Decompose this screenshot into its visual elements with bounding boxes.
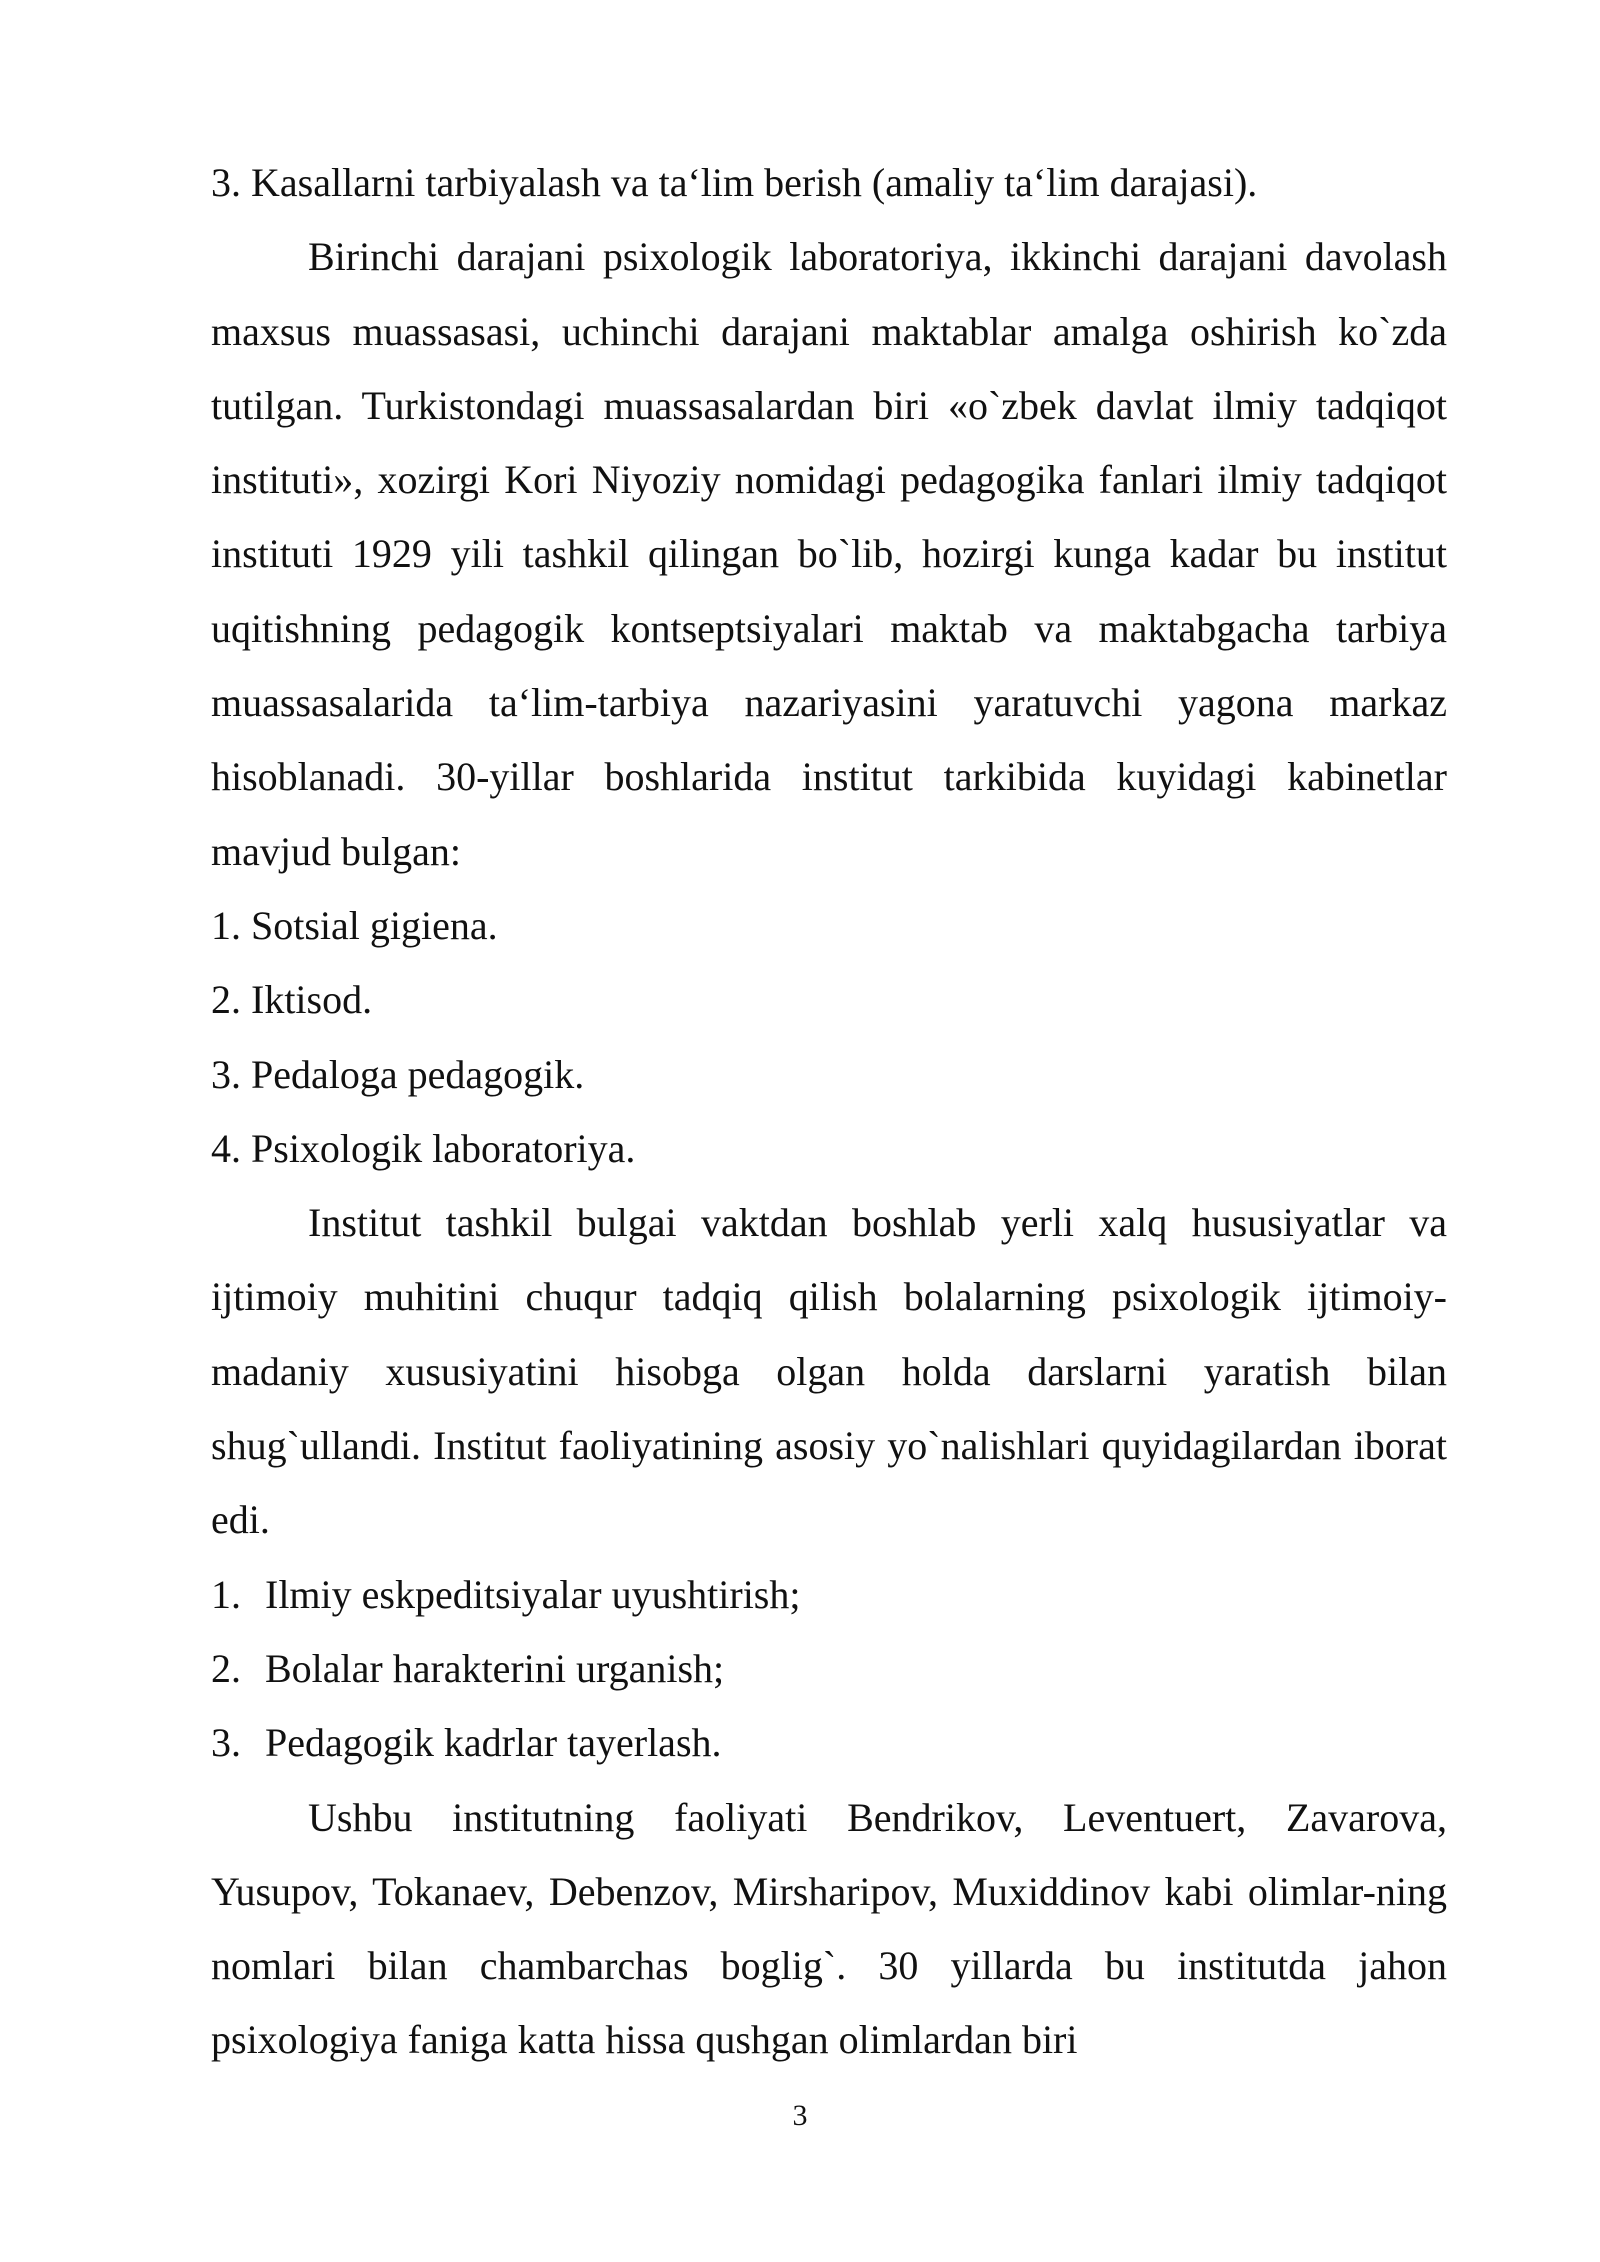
list-number: 2. xyxy=(211,1645,241,1691)
list-item: 3. Pedaloga pedagogik. xyxy=(211,1051,585,1097)
list-item-text: Ilmiy eskpeditsiyalar uyushtirish; xyxy=(265,1571,801,1617)
paragraph: Institut tashkil bulgai vaktdan boshlab yerli xalq hususiyatlar va ijtimoiy muhitini chuqur tadqiq qilish bolalarning psixologik ijtimoiy-madaniy xususiyatini hisobga olgan holda darslarni yaratish bilan shug`ullandi. Institut faoliyatining asosiy yo`nalishlari quyidagilardan iborat edi. xyxy=(211,1200,1447,1543)
list-item-text: Pedagogik kadrlar tayerlash. xyxy=(265,1720,722,1766)
numbered-list-item xyxy=(211,1706,1447,1780)
list-item: 2. Iktisod. xyxy=(211,977,373,1023)
paragraph: Birinchi darajani psixologik laboratoriya, ikkinchi darajani davolash maxsus muassasasi, uchinchi darajani maktablar amalga oshirish ko`zda tutilgan. Turkistondagi muassasalardan biri «o`zbek davlat ilmiy tadqiqot instituti», xozirgi Kori Niyoziy nomidagi pedagogika fanlari ilmiy tadqiqot instituti 1929 yili tashkil qilingan bo`lib, hozirgi kunga kadar bu institut uqitishning pedagogik kontseptsiyalari maktab va maktabgacha tarbiya muassasalarida ta‘lim-tarbiya nazariyasini yaratuvchi yagona markaz hisoblanadi. 30-yillar boshlarida institut tarkibida kuyidagi kabinetlar mavjud bulgan: xyxy=(211,234,1447,874)
list-number: 1. xyxy=(211,1571,241,1617)
paragraph: Ushbu institutning faoliyati Bendrikov, Leventuert, Zavarova, Yusupov, Tokanaev, Debenzov, Mirsharipov, Muxiddinov kabi olimlar-ning nomlari bilan chambarchas boglig`. 30 yillarda bu institutda jahon psixologiya faniga katta hissa qushgan olimlardan biri xyxy=(211,1794,1447,2063)
list-item: 4. Psixologik laboratoriya. xyxy=(211,1125,636,1171)
numbered-list-item xyxy=(211,1558,1447,1632)
list-item: 3. Kasallarni tarbiyalash va ta‘lim berish (amaliy ta‘lim darajasi). xyxy=(211,160,1258,205)
list-number: 3. xyxy=(211,1720,241,1766)
list-item-text: Bolalar harakterini urganish; xyxy=(265,1645,725,1691)
page-body xyxy=(211,146,1447,2078)
list-item: 1. Sotsial gigiena. xyxy=(211,902,498,948)
page-number: 3 xyxy=(792,2099,808,2132)
numbered-list-item xyxy=(211,1632,1447,1706)
